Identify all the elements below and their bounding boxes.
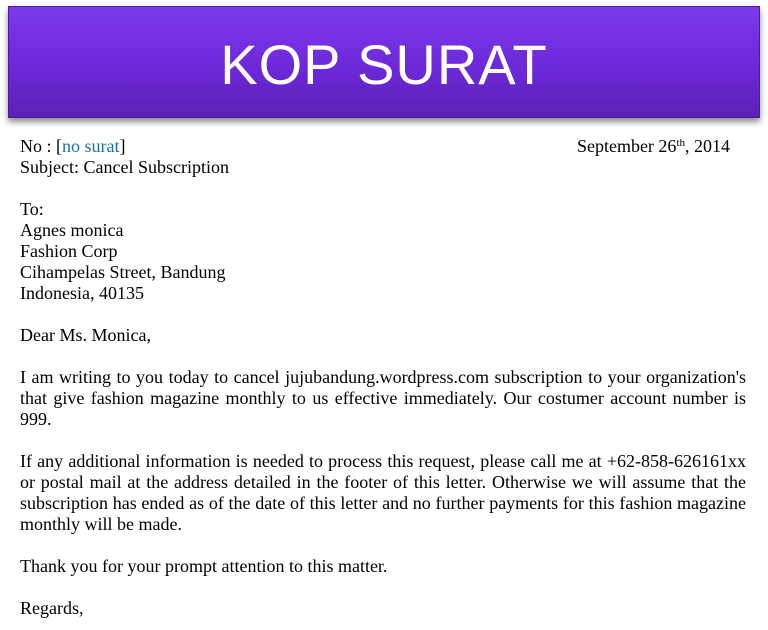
letter-header-row bbox=[20, 136, 746, 157]
letter-number-label: No : bbox=[20, 136, 56, 156]
letterhead-title: KOP SURAT bbox=[220, 33, 548, 96]
letter-date-month-day: September 26 bbox=[576, 136, 677, 156]
recipient-name: Agnes monica bbox=[20, 220, 124, 240]
recipient-street: Cihampelas Street, Bandung bbox=[20, 262, 226, 282]
letter-number-placeholder: no surat bbox=[62, 136, 120, 156]
letter-date-year: , 2014 bbox=[685, 136, 730, 156]
salutation: Dear Ms. Monica, bbox=[20, 325, 151, 345]
letterhead-banner bbox=[8, 6, 760, 118]
letter-subject: Subject: Cancel Subscription bbox=[20, 157, 229, 177]
letter-date bbox=[577, 136, 730, 157]
closing: Regards, bbox=[20, 598, 84, 618]
paragraph-thanks: Thank you for your prompt attention to this matter. bbox=[20, 556, 388, 576]
letter-number-close-bracket: ] bbox=[119, 136, 126, 156]
letter-body bbox=[20, 136, 746, 619]
recipient-label: To: bbox=[20, 199, 44, 219]
recipient-company: Fashion Corp bbox=[20, 241, 118, 261]
letter-date-ordinal: th bbox=[676, 137, 685, 149]
letter-number bbox=[20, 136, 126, 157]
recipient-country: Indonesia, 40135 bbox=[20, 283, 144, 303]
paragraph-cancel-request: I am writing to you today to cancel jujubandung.wordpress.com subscription to your organization's that give fashion magazine monthly to us effective immediately. Our costumer account number is 999. bbox=[20, 367, 746, 429]
letter-number-open-bracket: [ bbox=[56, 136, 62, 156]
paragraph-contact-info: If any additional information is needed to process this request, please call me at +62-858-626161xx or postal mail at the address detailed in the footer of this letter. Otherwise we will assume that the subscription has ended as of the date of this letter and no further payments for this fashion magazine monthly will be made. bbox=[20, 451, 746, 534]
